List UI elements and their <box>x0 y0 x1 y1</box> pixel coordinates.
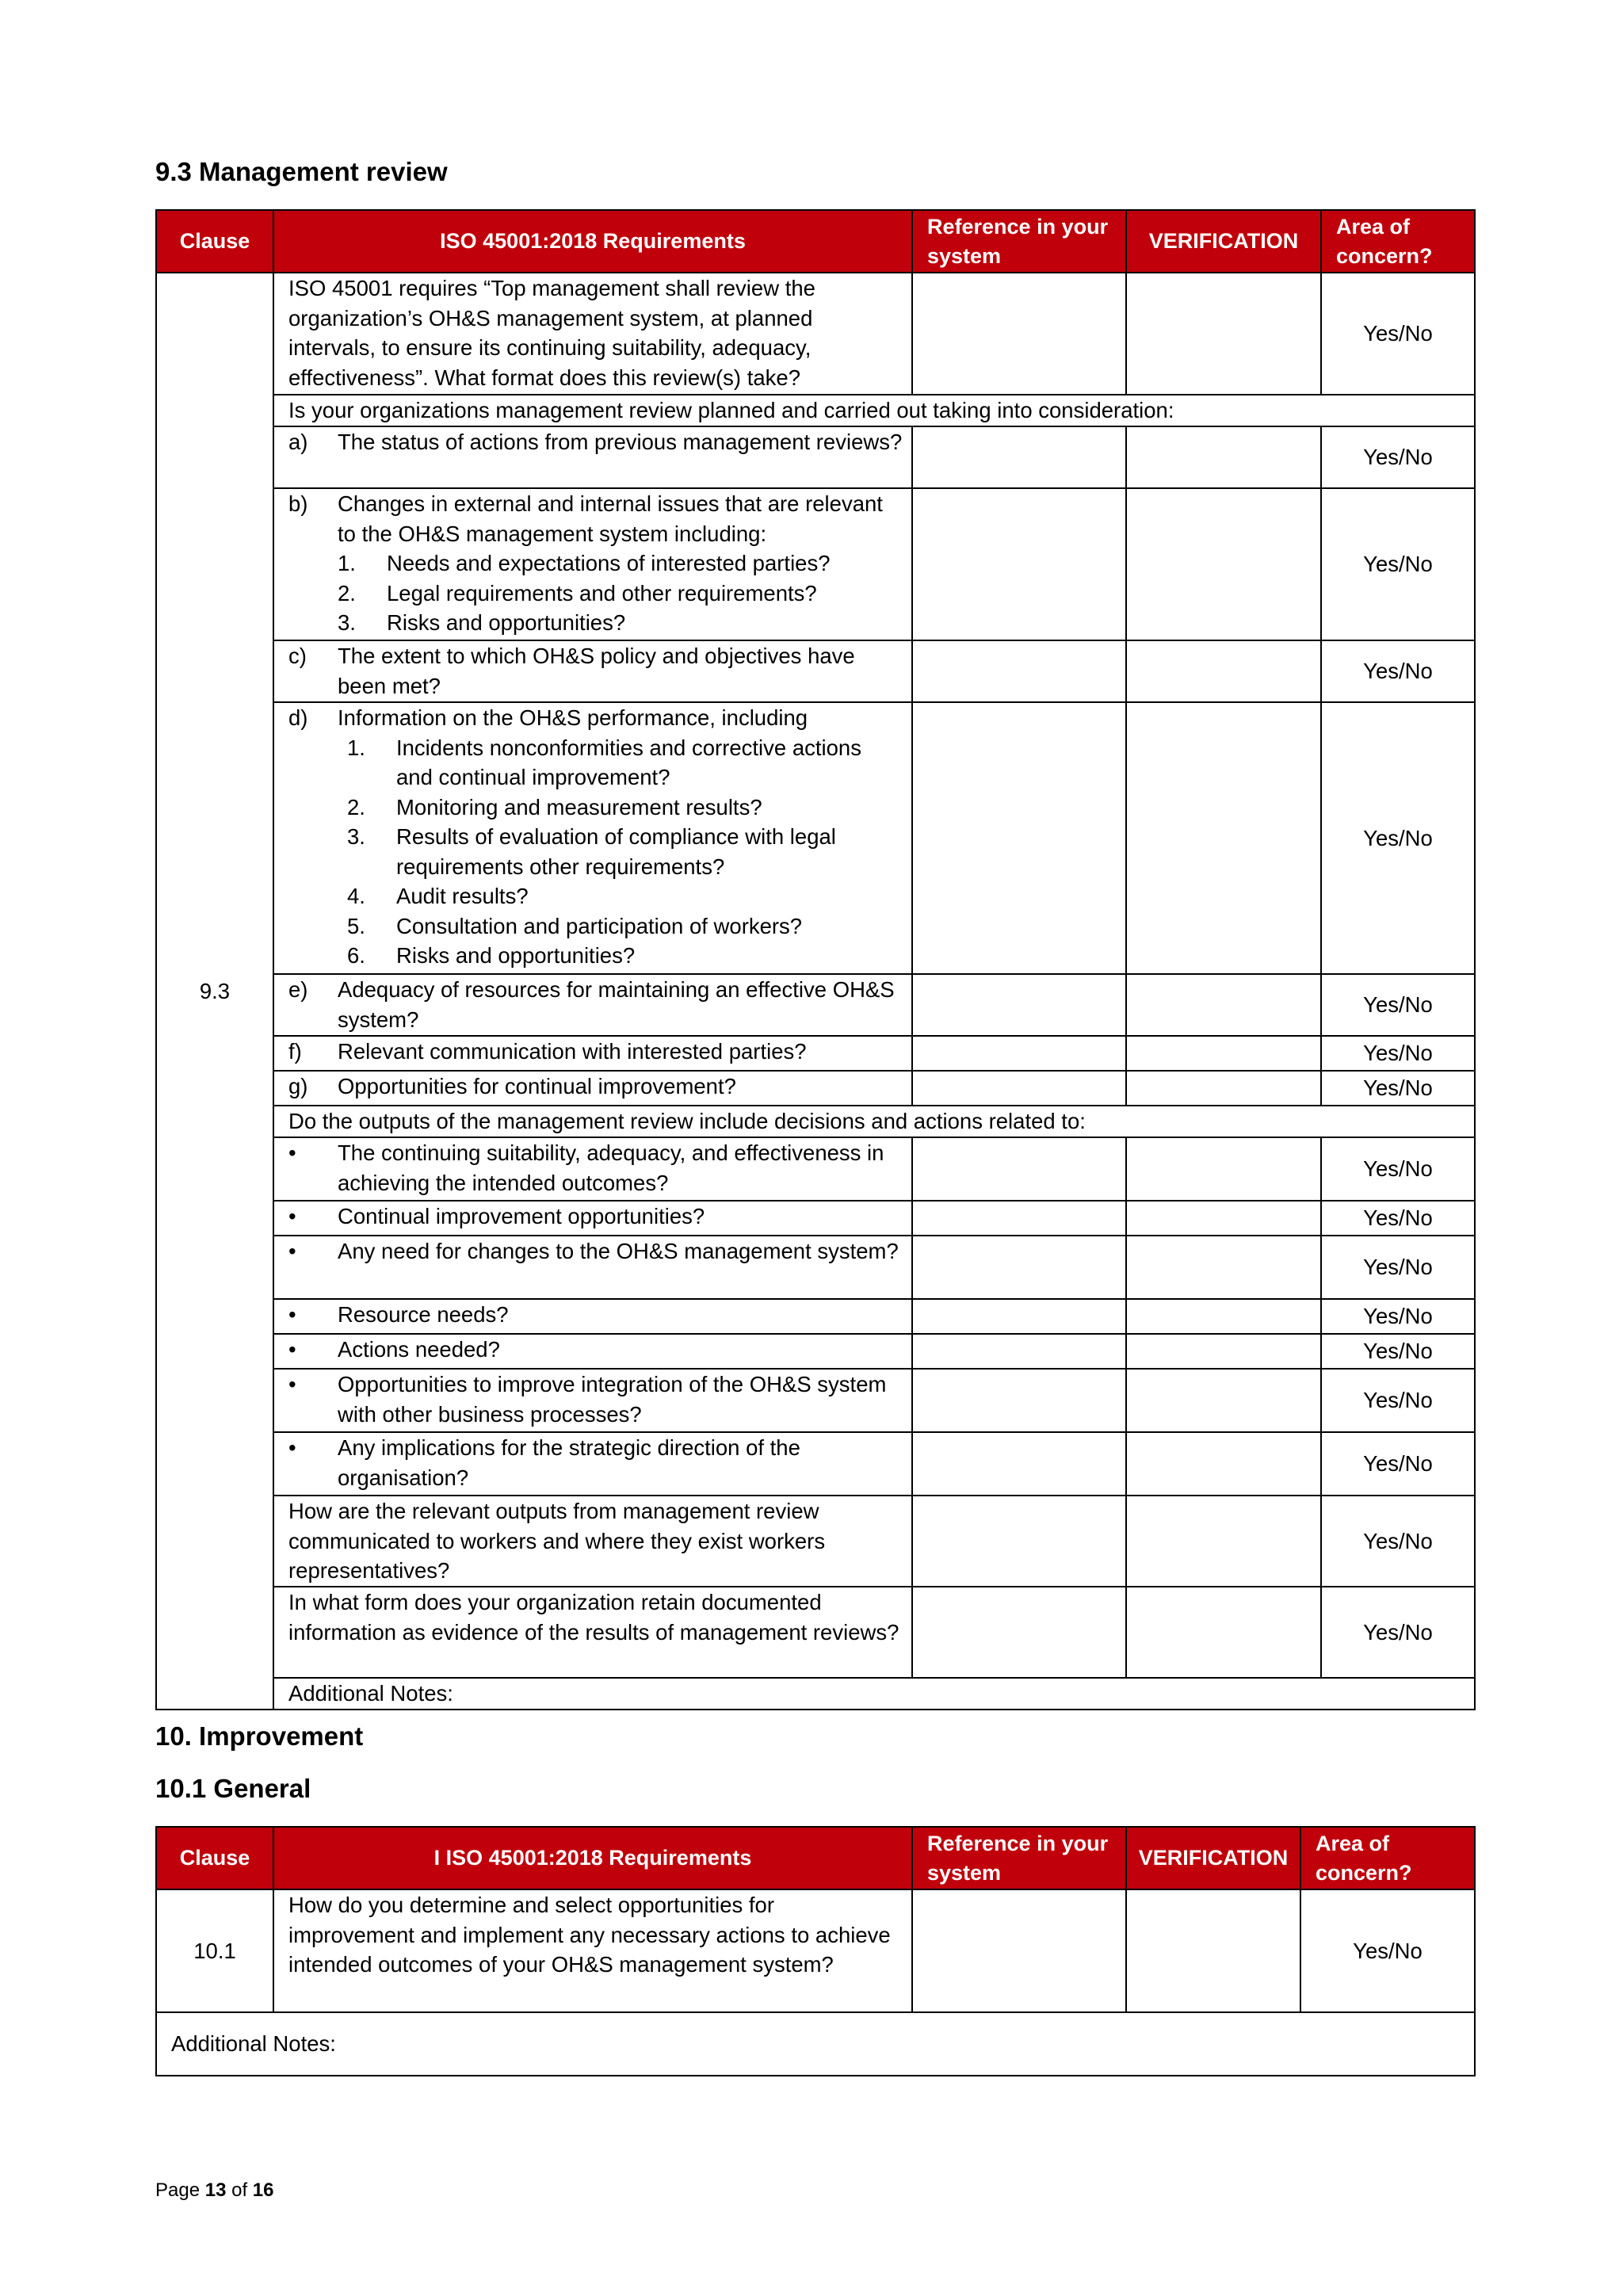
area-of-concern-cell[interactable]: Yes/No <box>1300 1889 1475 2012</box>
area-of-concern-cell[interactable]: Yes/No <box>1321 640 1475 702</box>
bullet-text: Actions needed? <box>338 1337 500 1362</box>
verification-cell[interactable] <box>1126 1071 1321 1106</box>
section-title-10: 10. Improvement <box>155 1721 364 1751</box>
table-row <box>156 395 1475 426</box>
requirement-question: How do you determine and select opportunities for improvement and implement any necessary actions to achieve intended outcomes of your OH&S management system? <box>273 1889 912 2012</box>
area-of-concern-cell[interactable]: Yes/No <box>1321 1236 1475 1299</box>
requirement-e <box>273 974 912 1036</box>
table-row <box>156 1236 1475 1299</box>
bullet-marker: • <box>288 1435 296 1460</box>
header-verification: VERIFICATION <box>1126 210 1321 273</box>
verification-cell[interactable] <box>1126 1137 1321 1201</box>
retained-question: In what form does your organization retain documented information as evidence of the results of management reviews? <box>273 1587 912 1678</box>
bullet-marker: • <box>288 1140 296 1165</box>
table-row <box>156 1071 1475 1106</box>
clause-cell: 10.1 <box>156 1889 273 2012</box>
reference-cell[interactable] <box>912 1889 1126 2012</box>
sub-text: Incidents nonconformities and corrective actions and continual improvement? <box>396 735 861 789</box>
reference-cell[interactable] <box>912 974 1126 1036</box>
verification-cell[interactable] <box>1126 1369 1321 1432</box>
table-row <box>156 974 1475 1036</box>
sub-marker: 6. <box>347 943 365 968</box>
verification-cell[interactable] <box>1126 1587 1321 1678</box>
table-row <box>156 1334 1475 1369</box>
sub-marker: 3. <box>338 610 356 635</box>
table-row <box>156 1201 1475 1236</box>
verification-cell[interactable] <box>1126 426 1321 488</box>
header-requirements: I ISO 45001:2018 Requirements <box>273 1827 912 1889</box>
area-of-concern-cell[interactable]: Yes/No <box>1321 426 1475 488</box>
item-text: The status of actions from previous management reviews? <box>338 430 903 454</box>
reference-cell[interactable] <box>912 488 1126 640</box>
header-concern: Area of concern? <box>1300 1827 1475 1889</box>
item-marker: a) <box>288 430 308 454</box>
verification-cell[interactable] <box>1126 1201 1321 1236</box>
sub-marker: 1. <box>338 551 356 575</box>
sub-marker: 5. <box>347 913 365 938</box>
table-row <box>156 1299 1475 1334</box>
area-of-concern-cell[interactable]: Yes/No <box>1321 1369 1475 1432</box>
header-reference: Reference in your system <box>912 1827 1126 1889</box>
area-of-concern-cell[interactable]: Yes/No <box>1321 1036 1475 1071</box>
area-of-concern-cell[interactable]: Yes/No <box>1321 1334 1475 1369</box>
reference-cell[interactable] <box>912 1432 1126 1496</box>
sub-marker: 4. <box>347 884 365 908</box>
additional-notes[interactable]: Additional Notes: <box>156 2012 1475 2076</box>
bullet-text: The continuing suitability, adequacy, and effectiveness in achieving the intended outcomes? <box>338 1140 884 1195</box>
table-row <box>156 640 1475 702</box>
bullet-text: Resource needs? <box>338 1302 509 1327</box>
verification-cell[interactable] <box>1126 974 1321 1036</box>
item-marker: g) <box>288 1074 308 1098</box>
area-of-concern-cell[interactable]: Yes/No <box>1321 702 1475 974</box>
item-marker: c) <box>288 644 307 668</box>
reference-cell[interactable] <box>912 1299 1126 1334</box>
table-row <box>156 1432 1475 1496</box>
bullet-marker: • <box>288 1337 296 1362</box>
table-row <box>156 273 1475 395</box>
bullet-text: Continual improvement opportunities? <box>338 1204 705 1228</box>
sub-text: Needs and expectations of interested parties? <box>387 551 831 575</box>
verification-cell[interactable] <box>1126 488 1321 640</box>
reference-cell[interactable] <box>912 1587 1126 1678</box>
reference-cell[interactable] <box>912 273 1126 395</box>
reference-cell[interactable] <box>912 1071 1126 1106</box>
header-clause: Clause <box>156 210 273 273</box>
footer-current-page: 13 <box>204 2179 227 2201</box>
sub-marker: 3. <box>347 824 365 849</box>
output-bullet-item <box>273 1201 912 1236</box>
output-bullet-item <box>273 1137 912 1201</box>
table-row <box>156 1889 1475 2012</box>
bullet-text: Opportunities to improve integration of the OH&S system with other business processes? <box>338 1372 887 1427</box>
item-marker: d) <box>288 705 308 730</box>
item-text: Information on the OH&S performance, including <box>338 705 808 730</box>
verification-cell[interactable] <box>1126 640 1321 702</box>
output-bullet-item <box>273 1432 912 1496</box>
bullet-text: Any implications for the strategic direction of the organisation? <box>338 1435 800 1490</box>
verification-cell[interactable] <box>1126 273 1321 395</box>
page-footer <box>155 2179 273 2202</box>
management-review-table <box>155 209 1476 1710</box>
verification-cell[interactable] <box>1126 1432 1321 1496</box>
table-row <box>156 1496 1475 1587</box>
reference-cell[interactable] <box>912 1334 1126 1369</box>
reference-cell[interactable] <box>912 426 1126 488</box>
item-text: Opportunities for continual improvement? <box>338 1074 736 1098</box>
header-verification: VERIFICATION <box>1126 1827 1300 1889</box>
section-title-9-3: 9.3 Management review <box>155 157 448 186</box>
additional-notes[interactable]: Additional Notes: <box>273 1678 1475 1710</box>
header-clause: Clause <box>156 1827 273 1889</box>
sub-text: Audit results? <box>396 884 529 908</box>
item-marker: f) <box>288 1039 302 1064</box>
area-of-concern-cell[interactable]: Yes/No <box>1321 1137 1475 1201</box>
sub-text: Monitoring and measurement results? <box>396 794 762 819</box>
verification-cell[interactable] <box>1126 1036 1321 1071</box>
sub-text: Risks and opportunities? <box>387 610 626 635</box>
header-concern: Area of concern? <box>1321 210 1475 273</box>
reference-cell[interactable] <box>912 1137 1126 1201</box>
area-of-concern-cell[interactable]: Yes/No <box>1321 1071 1475 1106</box>
reference-cell[interactable] <box>912 1369 1126 1432</box>
requirement-c <box>273 640 912 702</box>
table-header-row <box>156 1827 1475 1889</box>
sub-text: Consultation and participation of workers? <box>396 913 803 938</box>
sub-text: Risks and opportunities? <box>396 943 636 968</box>
area-of-concern-cell[interactable]: Yes/No <box>1321 1587 1475 1678</box>
area-of-concern-cell[interactable]: Yes/No <box>1321 1299 1475 1334</box>
bullet-marker: • <box>288 1302 296 1327</box>
reference-cell[interactable] <box>912 1236 1126 1299</box>
table-row <box>156 1036 1475 1071</box>
output-bullet-item <box>273 1236 912 1299</box>
verification-cell[interactable] <box>1126 1889 1300 2012</box>
area-of-concern-cell[interactable]: Yes/No <box>1321 1201 1475 1236</box>
table-row <box>156 1137 1475 1201</box>
bullet-marker: • <box>288 1204 296 1228</box>
item-marker: b) <box>288 491 308 516</box>
table-header-row <box>156 210 1475 273</box>
reference-cell[interactable] <box>912 1201 1126 1236</box>
output-bullet-item <box>273 1334 912 1369</box>
table-row <box>156 488 1475 640</box>
clause-cell: 9.3 <box>156 273 273 1710</box>
table-row <box>156 1106 1475 1137</box>
section-title-10-1: 10.1 General <box>155 1774 311 1803</box>
sub-marker: 1. <box>347 735 365 760</box>
footer-total-pages: 16 <box>252 2179 274 2201</box>
bullet-marker: • <box>288 1372 296 1396</box>
requirement-b <box>273 488 912 640</box>
verification-cell[interactable] <box>1126 1236 1321 1299</box>
table-row <box>156 1678 1475 1710</box>
reference-cell[interactable] <box>912 702 1126 974</box>
outputs-question: Do the outputs of the management review include decisions and actions related to: <box>273 1106 1475 1137</box>
requirement-a <box>273 426 912 488</box>
area-of-concern-cell[interactable]: Yes/No <box>1321 273 1475 395</box>
sub-text: Results of evaluation of compliance with legal requirements other requirements? <box>396 824 836 879</box>
footer-prefix: Page <box>155 2179 205 2201</box>
header-requirements: ISO 45001:2018 Requirements <box>273 210 912 273</box>
item-text: Changes in external and internal issues that are relevant to the OH&S management system including: <box>338 491 883 546</box>
output-bullet-item <box>273 1299 912 1334</box>
table-row <box>156 2012 1475 2076</box>
table-row <box>156 702 1475 974</box>
requirement-f <box>273 1036 912 1071</box>
reference-cell[interactable] <box>912 1036 1126 1071</box>
improvement-table <box>155 1826 1476 2076</box>
verification-cell[interactable] <box>1126 1334 1321 1369</box>
table-row <box>156 1369 1475 1432</box>
header-reference: Reference in your system <box>912 210 1126 273</box>
sub-text: Legal requirements and other requirements? <box>387 580 817 606</box>
area-of-concern-cell[interactable]: Yes/No <box>1321 1496 1475 1587</box>
reference-cell[interactable] <box>912 1496 1126 1587</box>
area-of-concern-cell[interactable]: Yes/No <box>1321 1432 1475 1496</box>
requirement-g <box>273 1071 912 1106</box>
verification-cell[interactable] <box>1126 1496 1321 1587</box>
output-bullet-item <box>273 1369 912 1432</box>
requirement-intro: ISO 45001 requires “Top management shall review the organization’s OH&S management system, at planned intervals, to ensure its continuing suitability, adequacy, effectiveness”. What format does this review(s) take? <box>273 273 912 395</box>
sub-marker: 2. <box>338 580 356 606</box>
area-of-concern-cell[interactable]: Yes/No <box>1321 974 1475 1036</box>
verification-cell[interactable] <box>1126 702 1321 974</box>
item-text: Adequacy of resources for maintaining an effective OH&S system? <box>338 977 895 1032</box>
planned-question: Is your organizations management review planned and carried out taking into consideration: <box>273 395 1475 426</box>
table-row <box>156 426 1475 488</box>
bullet-text: Any need for changes to the OH&S management system? <box>338 1239 899 1263</box>
table-row <box>156 1587 1475 1678</box>
bullet-marker: • <box>288 1239 296 1263</box>
communicated-question: How are the relevant outputs from management review communicated to workers and where they exist workers representatives? <box>273 1496 912 1587</box>
area-of-concern-cell[interactable]: Yes/No <box>1321 488 1475 640</box>
item-text: Relevant communication with interested parties? <box>338 1039 807 1064</box>
sub-marker: 2. <box>347 794 365 819</box>
requirement-d <box>273 702 912 974</box>
item-marker: e) <box>288 977 308 1002</box>
footer-of: of <box>226 2179 253 2201</box>
item-text: The extent to which OH&S policy and objectives have been met? <box>338 644 855 698</box>
reference-cell[interactable] <box>912 640 1126 702</box>
verification-cell[interactable] <box>1126 1299 1321 1334</box>
